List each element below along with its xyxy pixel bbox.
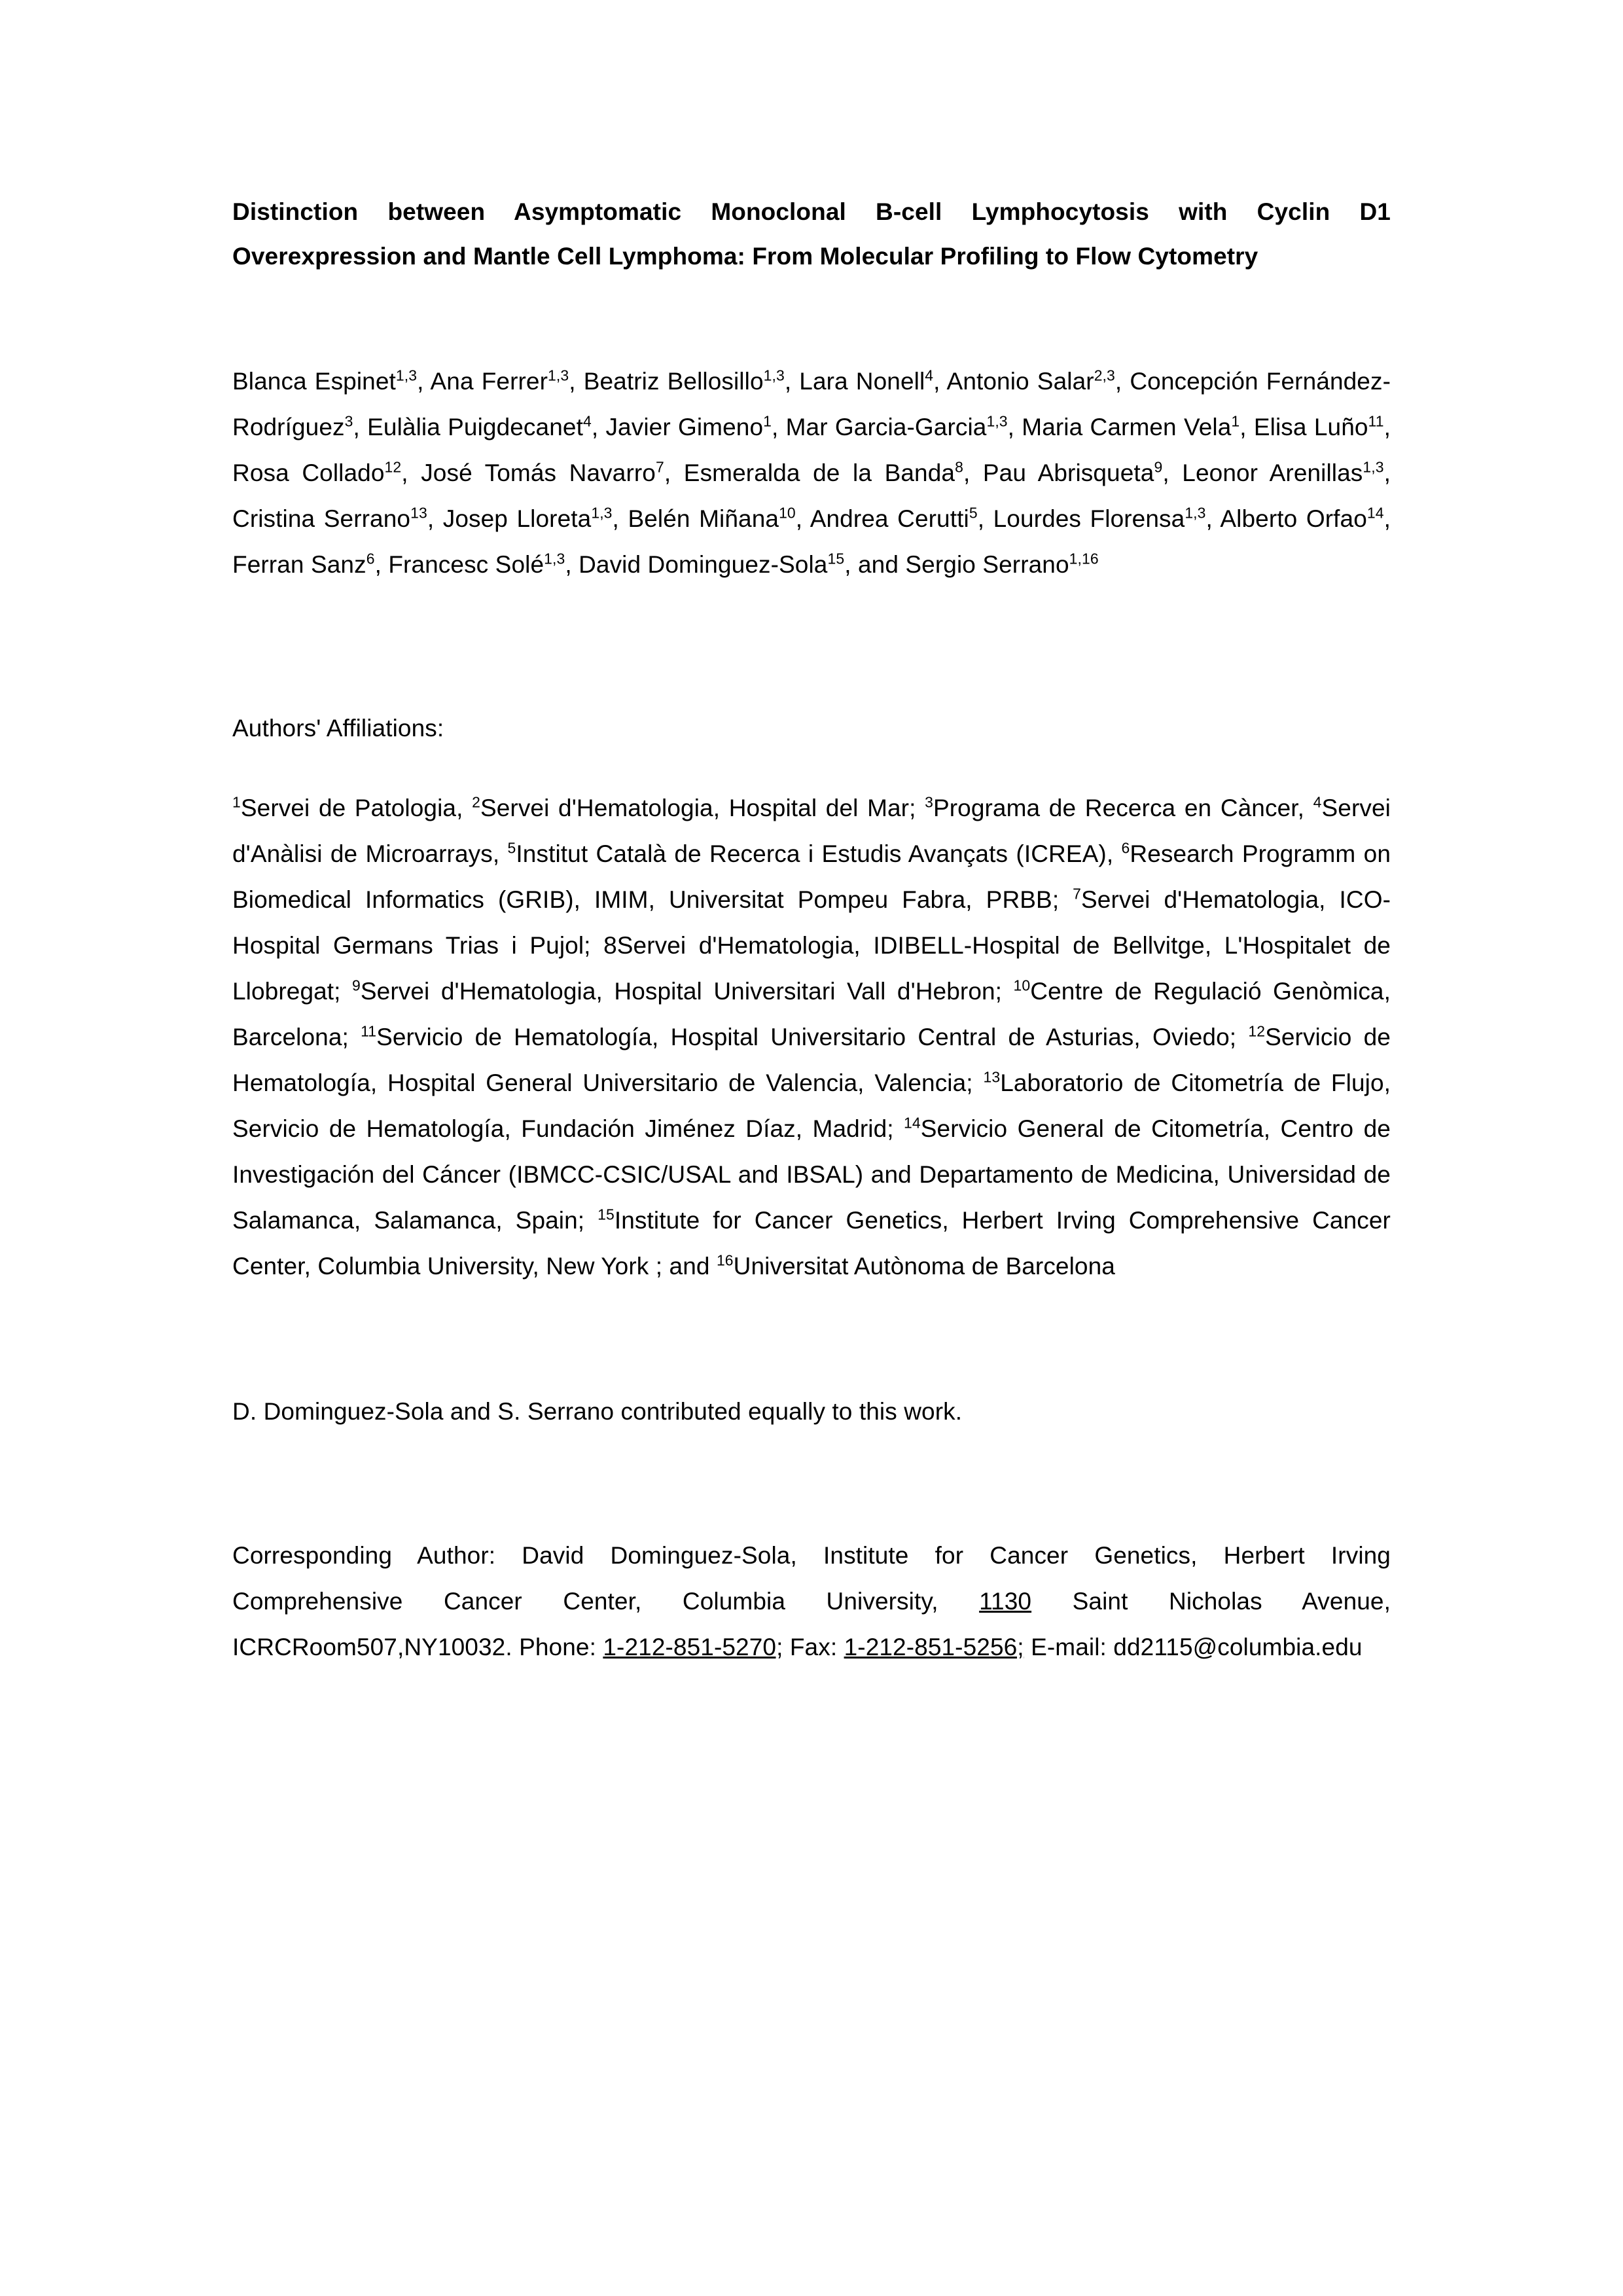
spacer-after-title: [232, 279, 1391, 359]
corresponding-email: dd2115@columbia.edu: [1113, 1634, 1363, 1660]
affiliation-text: Servicio General de Citometría, Centro de Investigación del Cáncer (IBMCC-CSIC/USAL and IBSAL) and Departamento de Medicina, Universidad de Salamanca, Salamanca, Spain;: [232, 1115, 1391, 1234]
document-content: [232, 190, 1391, 1670]
page-title: [232, 190, 1391, 279]
affiliation-marker: 14: [904, 1114, 921, 1132]
author-name: Blanca Espinet: [232, 368, 396, 395]
affiliation-marker: 6: [1121, 839, 1130, 857]
corresponding-fax[interactable]: 1-212-851-5256;: [844, 1634, 1024, 1660]
author-affiliation-marker: 8: [955, 458, 963, 476]
corresponding-fax-label: Fax:: [783, 1634, 844, 1660]
affiliation-text: 8Servei d'Hematologia, IDIBELL-Hospital de Bellvitge, L'Hospitalet de Llobregat;: [232, 932, 1391, 1005]
author-name: Javier Gimeno: [605, 414, 764, 440]
author-name: Josep Lloreta: [442, 505, 592, 532]
author-affiliation-marker: 5: [969, 504, 978, 522]
author-affiliation-marker: 6: [366, 550, 375, 567]
author-affiliation-marker: 1,16: [1069, 550, 1099, 567]
equal-contribution-text: D. Dominguez-Sola and S. Serrano contributed equally to this work.: [232, 1398, 963, 1425]
author-affiliation-marker: 4: [582, 412, 592, 430]
affiliation-marker: 7: [1073, 885, 1082, 903]
affiliations-heading-text: Authors' Affiliations:: [232, 715, 444, 742]
page-title-text: Distinction between Asymptomatic Monoclonal B-cell Lymphocytosis with Cyclin D1 Overexpression and Mantle Cell Lymphoma: From Molecular Profiling to Flow Cytometry: [232, 198, 1391, 270]
author-name: Alberto Orfao: [1220, 505, 1367, 532]
affiliations-heading: [232, 706, 1391, 751]
spacer-before-equal-contribution: [232, 1289, 1391, 1389]
affiliation-text: Programa de Recerca en Càncer,: [933, 795, 1313, 821]
equal-contribution-statement: [232, 1389, 1391, 1435]
corresponding-phone[interactable]: 1-212-851-5270;: [603, 1634, 783, 1660]
affiliation-text: Servei de Patologia,: [240, 795, 473, 821]
author-affiliation-marker: 11: [1368, 412, 1384, 430]
author-list: Blanca Espinet$^{1,3}$, Ana Ferrer$^{1,3}$, Beatriz Bellosillo$^{1,3}$, Lara Nonell$^4$, Antonio Salar$^{2,3}$, Concepción Fernández-Rodríguez$^3$, Eulàlia Puigdecanet$^4$, Javier Gimeno$^1$, Mar Garcia-Garcia$^{1,3}$, Maria Carmen Vela$^1$, Elisa Luño$^{11}$, Rosa Collado$^{12}$, José Tomás Navarro$^7$, Esmeralda de la Banda$^8$, Pau Abrisqueta$^9$, Leonor Arenillas$^{1,3}$, Cristina Serrano$^{13}$, Josep Lloreta$^{1,3}$, Belén Miñana$^{10}$, Andrea Cerutti$^5$, Lourdes Florensa$^{1,3}$, Alberto Orfao$^{14}$, Ferran Sanz$^6$, Francesc Solé$^{1,3}$, David Dominguez-Sola$^{15}$, and Sergio Serrano$^{1,16}$: [232, 367, 1391, 578]
author-name: Sergio Serrano: [905, 551, 1069, 578]
spacer-affiliations: [232, 751, 1391, 785]
affiliation-marker: 1: [232, 793, 241, 811]
affiliation-text: Institut Català de Recerca i Estudis Avançats (ICREA),: [516, 840, 1122, 867]
affiliation-marker: 12: [1248, 1022, 1266, 1040]
author-name: Elisa Luño: [1253, 414, 1368, 440]
affiliation-marker: 4: [1313, 793, 1322, 811]
affiliation-text: Servicio de Hematología, Hospital General Universitario de Valencia, Valencia;: [232, 1024, 1391, 1096]
affiliation-marker: 10: [1013, 977, 1031, 994]
author-affiliation-marker: 4: [925, 367, 934, 384]
author-name: Mar Garcia-Garcia: [785, 414, 987, 440]
author-name: Lourdes Florensa: [993, 505, 1185, 532]
author-name: Francesc Solé: [388, 551, 544, 578]
author-affiliation-marker: 1,3: [591, 504, 613, 522]
author-name: Rosa Collado: [232, 459, 385, 486]
corresponding-author-block: [232, 1533, 1391, 1670]
author-name: Eulàlia Puigdecanet: [367, 414, 583, 440]
affiliation-text: Centre de Regulació Genòmica, Barcelona;: [232, 978, 1391, 1050]
author-affiliation-marker: 12: [384, 458, 402, 476]
affiliation-text: Servei d'Hematologia, ICO-Hospital Germans Trias i Pujol;: [232, 886, 1391, 959]
affiliation-text: Servicio de Hematología, Hospital Universitario Central de Asturias, Oviedo;: [376, 1024, 1249, 1050]
author-name: Leonor Arenillas: [1182, 459, 1363, 486]
corresponding-address: Saint Nicholas Avenue, ICRCRoom507,NY10032. Phone:: [232, 1588, 1391, 1660]
affiliation-marker: 13: [983, 1068, 1001, 1086]
affiliation-text: Institute for Cancer Genetics, Herbert Irving Comprehensive Cancer Center, Columbia University, New York ; and: [232, 1207, 1391, 1280]
affiliation-marker: 15: [597, 1206, 615, 1223]
author-affiliation-marker: 1,3: [763, 367, 785, 384]
affiliation-marker: 16: [716, 1251, 734, 1269]
corresponding-author-lead: Corresponding Author: David Dominguez-Sola, Institute for Cancer Genetics, Herbert Irving Comprehensive Cancer Center, Columbia University,: [232, 1542, 1391, 1615]
affiliation-text: Universitat Autònoma de Barcelona: [733, 1253, 1115, 1280]
corresponding-street-number[interactable]: 1130: [979, 1588, 1032, 1615]
author-affiliation-marker: 1,3: [544, 550, 565, 567]
affiliation-marker: 9: [352, 977, 361, 994]
corresponding-email-label: E-mail:: [1024, 1634, 1114, 1660]
affiliation-list: [232, 785, 1391, 1289]
affiliation-text: Laboratorio de Citometría de Flujo, Servicio de Hematología, Fundación Jiménez Díaz, Madrid;: [232, 1069, 1391, 1142]
author-affiliation-marker: 15: [827, 550, 845, 567]
author-name: Pau Abrisqueta: [982, 459, 1154, 486]
author-name: Antonio Salar: [946, 368, 1094, 395]
author-name: Maria Carmen Vela: [1022, 414, 1232, 440]
author-affiliation-marker: 1,3: [1363, 458, 1384, 476]
author-name: Esmeralda de la Banda: [683, 459, 955, 486]
author-name: David Dominguez-Sola: [579, 551, 828, 578]
author-name: Belén Miñana: [628, 505, 779, 532]
author-affiliation-marker: 7: [655, 458, 664, 476]
author-affiliation-marker: 10: [779, 504, 796, 522]
author-affiliation-marker: 1,3: [548, 367, 569, 384]
author-name: Concepción Fernández-Rodríguez: [232, 368, 1391, 440]
author-affiliation-marker: 1,3: [986, 412, 1008, 430]
author-affiliation-marker: 1: [1231, 412, 1240, 430]
author-affiliation-marker: 9: [1154, 458, 1163, 476]
author-name: José Tomás Navarro: [421, 459, 656, 486]
author-name: Lara Nonell: [799, 368, 925, 395]
author-name: Cristina Serrano: [232, 505, 411, 532]
author-name: Ferran Sanz: [232, 551, 366, 578]
affiliation-marker: 11: [361, 1022, 377, 1040]
author-affiliation-marker: 13: [410, 504, 427, 522]
affiliation-text: Servei d'Hematologia, Hospital Universitari Vall d'Hebron;: [360, 978, 1014, 1005]
author-affiliation-marker: 1,3: [395, 367, 418, 384]
affiliation-text: Research Programm on Biomedical Informatics (GRIB), IMIM, Universitat Pompeu Fabra, PRBB;: [232, 840, 1391, 913]
author-affiliation-marker: 14: [1366, 504, 1384, 522]
affiliation-text: Servei d'Hematologia, Hospital del Mar;: [480, 795, 925, 821]
author-affiliation-marker: 1,3: [1185, 504, 1206, 522]
author-affiliation-marker: 2,3: [1094, 367, 1115, 384]
author-affiliation-marker: 3: [344, 412, 353, 430]
affiliation-marker: 5: [507, 839, 516, 857]
author-affiliation-marker: 1: [763, 412, 772, 430]
spacer-before-corresponding: [232, 1435, 1391, 1533]
author-name: Andrea Cerutti: [810, 505, 969, 532]
author-name: Beatriz Bellosillo: [583, 368, 764, 395]
affiliation-marker: 2: [472, 793, 480, 811]
spacer-before-affiliations: [232, 588, 1391, 706]
affiliation-text: Servei d'Anàlisi de Microarrays,: [232, 795, 1391, 867]
affiliation-marker: 3: [925, 793, 933, 811]
author-name: Ana Ferrer: [430, 368, 548, 395]
